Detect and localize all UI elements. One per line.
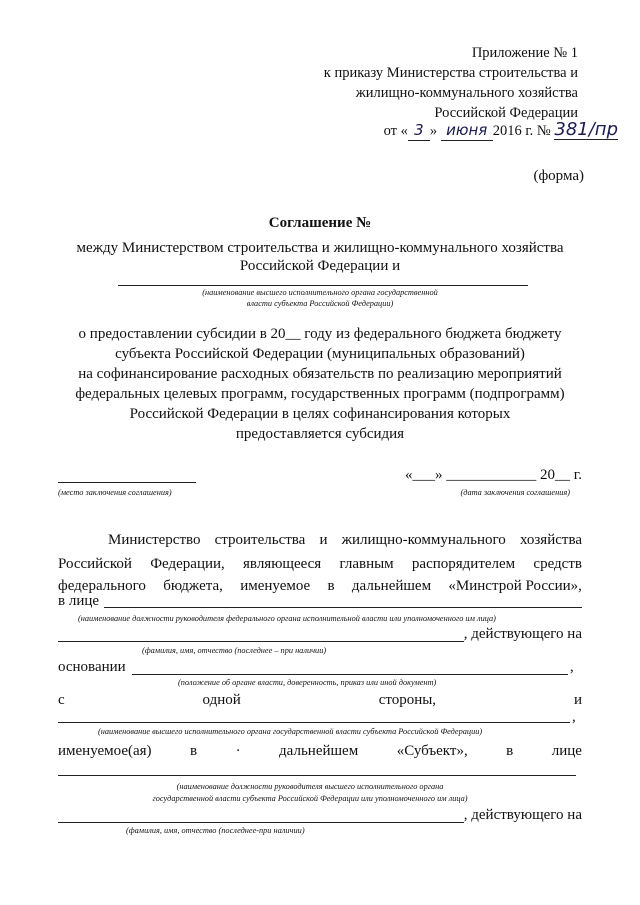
handwritten-day: 3 <box>408 121 430 141</box>
minstroy-position-field[interactable] <box>104 607 582 608</box>
agreement-parties-line2: Российской Федерации и <box>239 258 401 274</box>
agreement-title: Соглашение № <box>268 215 372 231</box>
appendix-label: Приложение № 1 <box>471 45 578 61</box>
basis-label: основании <box>58 659 126 675</box>
word: · <box>235 743 241 759</box>
date-prefix: от « <box>383 123 408 139</box>
paragraph-line-2 <box>58 554 582 575</box>
word: лице <box>551 743 582 759</box>
handwritten-order-number: 381/пр <box>554 119 618 140</box>
agreement-parties-line1: между Министерством строительства и жилищно-коммунального хозяйства <box>76 240 564 256</box>
word: и <box>573 692 582 708</box>
one-side-line <box>58 690 582 711</box>
minstroy-fio-note: (фамилия, имя, отчество (последнее – при наличии) <box>142 646 327 655</box>
date-field[interactable]: «___» ____________ 20__ г. <box>405 467 582 483</box>
order-reference-line: к приказу Министерства строительства и <box>323 65 578 81</box>
subject-line-4: федеральных целевых программ, государственных программ (подпрограмм) <box>75 386 565 402</box>
in-person-label: в лице <box>58 593 100 609</box>
word: и <box>319 532 328 548</box>
word: в <box>327 578 335 594</box>
basis-document-note: (положение об органе власти, доверенность, приказ или иной документ) <box>178 678 437 687</box>
subject-line-2: субъекта Российской Федерации (муниципальных образований) <box>115 346 525 362</box>
date-year: 2016 г. № <box>492 123 551 139</box>
paragraph-line-1 <box>108 530 582 551</box>
organ-name-field[interactable] <box>118 285 528 286</box>
place-note: (место заключения соглашения) <box>58 488 172 497</box>
subject-line-1: о предоставлении субсидии в 20__ году из федерального бюджета бюджету <box>78 326 562 342</box>
word: в <box>190 743 198 759</box>
minstroy-position-note: (наименование должности руководителя федерального органа исполнительной власти или уполномоченного им лица) <box>78 614 496 623</box>
place-field[interactable] <box>58 482 196 483</box>
order-date-line <box>384 120 618 141</box>
acting-on-label-2: , действующего на <box>463 807 582 823</box>
word: Федерации, <box>150 556 225 572</box>
subject-head-fio-note: (фамилия, имя, отчество (последнее-при наличии) <box>126 826 305 835</box>
ministry-line: жилищно-коммунального хозяйства <box>355 85 578 101</box>
word: строительства <box>214 532 306 548</box>
word: именуемое <box>240 578 311 594</box>
subject-head-note-1: (наименование должности руководителя высшего исполнительного органа <box>176 782 444 791</box>
subject-line-3: на софинансирование расходных обязательств по реализацию мероприятий <box>78 366 562 382</box>
subject-head-note-2: государственной власти субъекта Российской Федерации или уполномоченного им лица) <box>152 794 468 803</box>
organ-name-note-1: (наименование высшего исполнительного органа государственной <box>202 288 438 297</box>
word: жилищно-коммунального <box>341 532 506 548</box>
subject-line-5: Российской Федерации в целях софинансирования которых <box>129 406 511 422</box>
subject-organ-field[interactable] <box>58 722 570 723</box>
word: с <box>58 692 65 708</box>
date-note: (дата заключения соглашения) <box>460 488 570 497</box>
date-mid: » <box>429 123 438 139</box>
subject-head-fio-field[interactable] <box>58 822 464 823</box>
basis-comma: , <box>570 659 574 675</box>
word: в <box>506 743 514 759</box>
handwritten-month: июня <box>441 121 493 141</box>
word: Министерство <box>108 532 201 548</box>
word: одной <box>202 692 241 708</box>
word: Российской <box>58 556 132 572</box>
word: именуемое(ая) <box>58 743 152 759</box>
subject-organ-note: (наименование высшего исполнительного органа государственной власти субъекта Российской Федерации) <box>98 727 483 736</box>
minstroy-fio-field[interactable] <box>58 641 464 642</box>
paragraph-line-3 <box>58 576 582 597</box>
word: «Субъект», <box>396 743 468 759</box>
form-label: (форма) <box>533 168 584 184</box>
word: бюджета, <box>163 578 223 594</box>
word: дальнейшем <box>351 578 432 594</box>
federation-line: Российской Федерации <box>434 105 578 121</box>
word: федерального <box>58 578 146 594</box>
basis-document-field[interactable] <box>132 674 568 675</box>
word: хозяйства <box>519 532 582 548</box>
organ-name-note-2: власти субъекта Российской Федерации) <box>246 299 394 308</box>
word: стороны, <box>378 692 437 708</box>
subject-head-position-field[interactable] <box>58 775 576 776</box>
word: «Минстрой России», <box>448 578 582 594</box>
word: главным <box>339 556 394 572</box>
subject-line-6: предоставляется субсидия <box>235 426 405 442</box>
acting-on-label: , действующего на <box>463 626 582 642</box>
word: средств <box>533 556 582 572</box>
named-subject-line <box>58 741 582 762</box>
word: распорядителем <box>411 556 516 572</box>
word: являющееся <box>243 556 322 572</box>
organ-comma: , <box>572 709 576 725</box>
word: дальнейшем <box>279 743 359 759</box>
